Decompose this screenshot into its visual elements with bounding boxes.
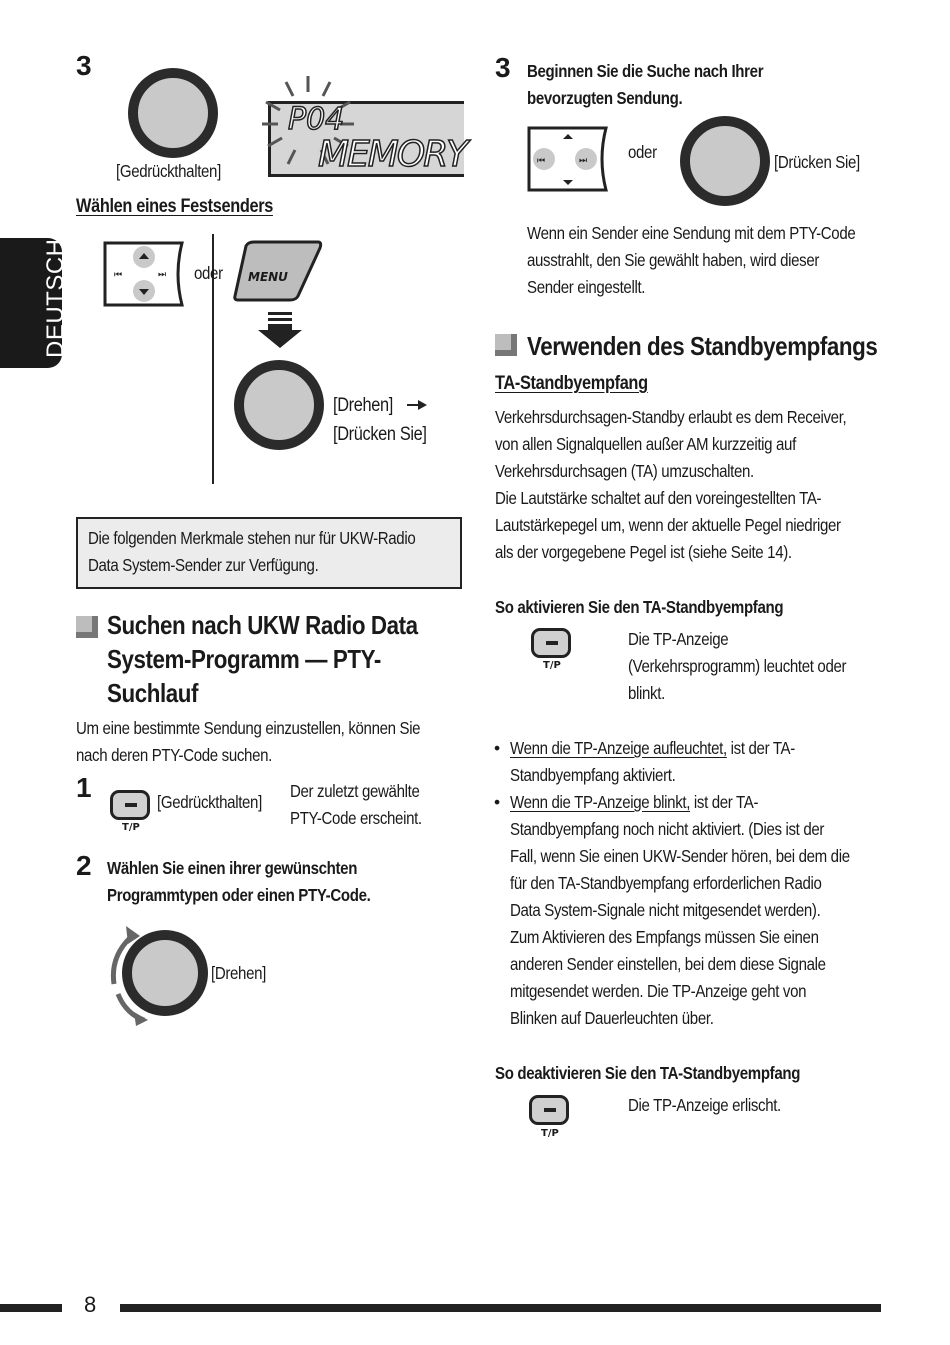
bullet1-rest: ist der TA-	[726, 738, 795, 758]
activate-result-2: (Verkehrsprogramm) leuchtet oder	[628, 656, 847, 676]
menu-label: MENU	[248, 270, 288, 284]
body-line: Die Lautstärke schaltet auf den voreingestellten TA-	[495, 488, 822, 508]
tp-label: T/P	[543, 660, 561, 671]
bullet2-line: anderen Sender einstellen, bei dem diese Signale	[510, 954, 826, 974]
subheading: TA-Standbyempfang	[495, 373, 648, 394]
section-heading: Verwenden des Standbyempfangs	[527, 331, 878, 361]
bullet: •	[494, 738, 500, 758]
result-text-3: Sender eingestellt.	[527, 277, 646, 297]
display-memory: MEMORY	[318, 134, 467, 175]
section-heading-2: System-Programm — PTY-	[107, 644, 381, 674]
step-number: 2	[76, 850, 92, 881]
bullet2-line: Data System-Signale nicht mitgesendet werden).	[510, 900, 821, 920]
footer-bar-left	[0, 1304, 62, 1312]
body-line: von allen Signalquellen außer AM kurzzeitig auf	[495, 434, 796, 454]
step-number: 1	[76, 772, 92, 803]
knob-face	[130, 938, 200, 1008]
or-label: oder	[628, 142, 657, 162]
step3-text-2: bevorzugten Sendung.	[527, 88, 683, 108]
body-line: Verkehrsdurchsagen (TA) umzuschalten.	[495, 461, 754, 481]
tp-button-icon	[529, 1095, 569, 1125]
knob-face	[688, 124, 762, 198]
tp-label: T/P	[122, 822, 140, 833]
bullet2-line1	[510, 789, 758, 816]
svg-text:⏭: ⏭	[579, 156, 588, 166]
step1-hold-label: [Gedrückthalten]	[157, 792, 262, 812]
step-number: 3	[495, 52, 511, 83]
language-tab-label: DEUTSCH	[42, 238, 69, 358]
activate-result-1: Die TP-Anzeige	[628, 629, 729, 649]
result-text-1: Wenn ein Sender eine Sendung mit dem PTY-Code	[527, 223, 856, 243]
deactivate-heading: So deaktivieren Sie den TA-Standbyempfang	[495, 1063, 801, 1083]
bullet2-rest: ist der TA-	[690, 792, 759, 812]
knob-face	[242, 368, 316, 442]
bullet2-line: für den TA-Standbyempfang erforderlichen Radio	[510, 873, 822, 893]
bullet1-line1	[510, 735, 795, 762]
step1-result-2: PTY-Code erscheint.	[290, 808, 422, 828]
footer-bar-right	[120, 1304, 881, 1312]
notice-text-1: Die folgenden Merkmale stehen nur für UKW-Radio	[88, 528, 416, 548]
svg-text:⏭: ⏭	[158, 270, 167, 280]
bullet2-line: Zum Aktivieren des Empfangs müssen Sie einen	[510, 927, 819, 947]
bullet2-line: Fall, wenn Sie einen UKW-Sender hören, bei dem die	[510, 846, 850, 866]
press-label: [Drücken Sie]	[333, 424, 427, 445]
section-marker	[76, 616, 98, 638]
activate-heading: So aktivieren Sie den TA-Standbyempfang	[495, 597, 784, 617]
section-heading-3: Suchlauf	[107, 678, 198, 708]
notice-text-2: Data System-Sender zur Verfügung.	[88, 555, 319, 575]
or-label: oder	[194, 263, 223, 283]
section-marker	[495, 334, 517, 356]
body-line: Verkehrsdurchsagen-Standby erlaubt es dem Receiver,	[495, 407, 847, 427]
display-preset: P04	[288, 102, 345, 137]
knob-face	[136, 76, 210, 150]
bullet2-line: Blinken auf Dauerleuchten über.	[510, 1008, 714, 1028]
arrow-right-icon	[406, 398, 428, 412]
step-number: 3	[76, 50, 92, 81]
intro-text-1: Um eine bestimmte Sendung einzustellen, können Sie	[76, 718, 421, 738]
activate-result-3: blinkt.	[628, 683, 665, 703]
page-number: 8	[84, 1292, 97, 1317]
bullet2-line: mitgesendet werden. Die TP-Anzeige geht von	[510, 981, 807, 1001]
rotate-label: [Drehen]	[333, 395, 393, 416]
deactivate-result: Die TP-Anzeige erlischt.	[628, 1095, 781, 1115]
arrow-down-icon	[256, 310, 304, 350]
bullet: •	[494, 792, 500, 812]
step3-text-1: Beginnen Sie die Suche nach Ihrer	[527, 61, 764, 81]
tp-button-icon	[110, 790, 150, 820]
body-line: Lautstärkepegel um, wenn der aktuelle Pegel niedriger	[495, 515, 841, 535]
control-pad-icon	[102, 240, 188, 308]
tp-label: T/P	[541, 1128, 559, 1139]
section-heading-1: Suchen nach UKW Radio Data	[107, 610, 418, 640]
press-label: [Drücken Sie]	[774, 152, 860, 172]
step2-rotate-label: [Drehen]	[211, 963, 266, 983]
result-text-2: ausstrahlt, den Sie gewählt haben, wird dieser	[527, 250, 820, 270]
bullet1-underlined: Wenn die TP-Anzeige aufleuchtet,	[510, 738, 727, 758]
bullet2-line: Standbyempfang noch nicht aktiviert. (Dies ist der	[510, 819, 825, 839]
svg-text:⏮: ⏮	[537, 156, 546, 166]
step1-result-1: Der zuletzt gewählte	[290, 781, 420, 801]
bullet2-underlined: Wenn die TP-Anzeige blinkt,	[510, 792, 691, 812]
step2-text-2: Programmtypen oder einen PTY-Code.	[107, 885, 371, 905]
step2-text-1: Wählen Sie einen ihrer gewünschten	[107, 858, 358, 878]
svg-text:⏮: ⏮	[114, 270, 123, 280]
control-pad-icon	[526, 125, 612, 193]
intro-text-2: nach deren PTY-Code suchen.	[76, 745, 272, 765]
hold-label: [Gedrückthalten]	[116, 161, 221, 181]
select-preset-heading: Wählen eines Festsenders	[76, 196, 273, 217]
tp-button-icon	[531, 628, 571, 658]
bullet1-line2: Standbyempfang aktiviert.	[510, 765, 676, 785]
body-line: als der vorgegebene Pegel ist (siehe Seite 14).	[495, 542, 792, 562]
